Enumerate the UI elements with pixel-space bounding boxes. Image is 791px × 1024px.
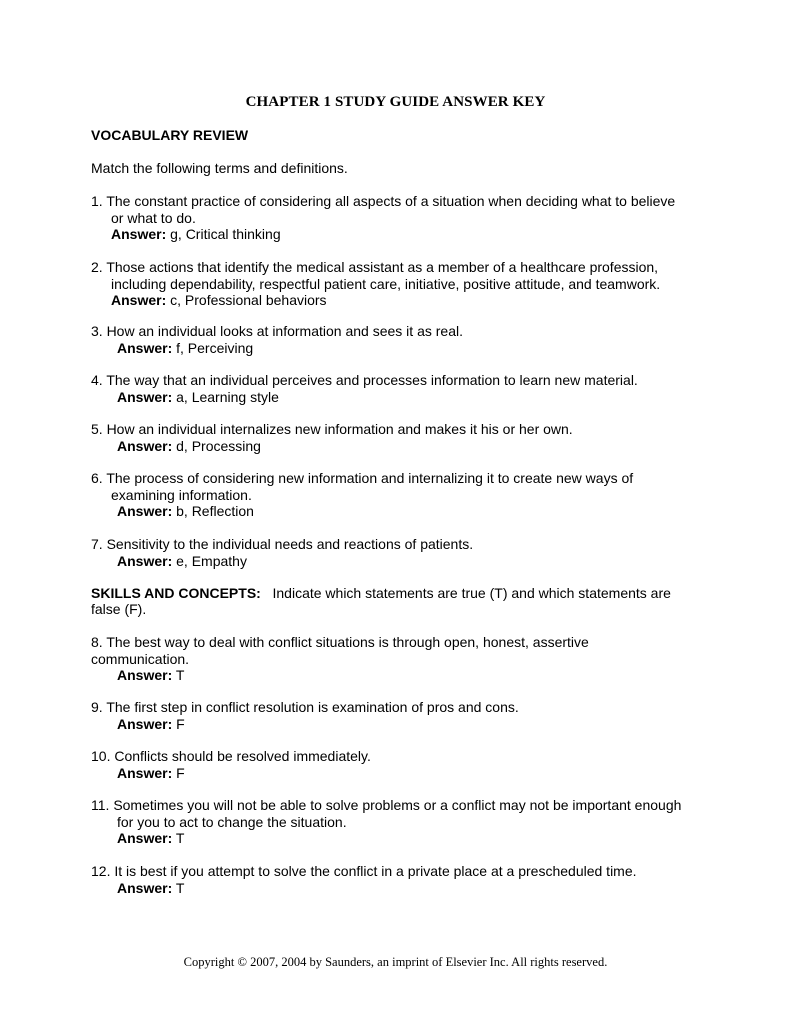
question-text: 2. Those actions that identify the medical assistant as a member of a healthcare profession, bbox=[91, 259, 659, 275]
answer-value: T bbox=[172, 879, 185, 896]
answer-label: Answer: bbox=[117, 388, 173, 405]
question-text-continued: examining information. bbox=[111, 486, 252, 503]
vocabulary-heading: VOCABULARY REVIEW bbox=[91, 127, 249, 143]
vocab-item-4 bbox=[91, 372, 701, 405]
answer bbox=[91, 389, 701, 406]
skills-heading: SKILLS AND CONCEPTS: bbox=[91, 585, 261, 601]
vocab-item-1 bbox=[91, 193, 701, 243]
answer-value: f, Perceiving bbox=[172, 339, 254, 356]
answer-label: Answer: bbox=[117, 503, 173, 519]
answer-value: F bbox=[172, 715, 185, 732]
question-text: 4. The way that an individual perceives and processes information to learn new material. bbox=[91, 372, 638, 388]
answer-value: d, Processing bbox=[172, 437, 261, 454]
answer bbox=[91, 340, 701, 357]
answer-label: Answer: bbox=[117, 830, 173, 846]
skills-item-8 bbox=[91, 634, 701, 684]
answer-value: g, Critical thinking bbox=[166, 226, 281, 242]
question-text-continued: or what to do. bbox=[111, 209, 196, 226]
question-text: 3. How an individual looks at information and sees it as real. bbox=[91, 323, 463, 339]
page-title: CHAPTER 1 STUDY GUIDE ANSWER KEY bbox=[245, 94, 546, 110]
question-text: 5. How an individual internalizes new information and makes it his or her own. bbox=[91, 421, 573, 437]
answer-value: b, Reflection bbox=[172, 503, 254, 519]
skills-item-10 bbox=[91, 748, 701, 781]
answer-label: Answer: bbox=[117, 764, 173, 781]
answer-label: Answer: bbox=[117, 552, 173, 569]
answer-value: c, Professional behaviors bbox=[166, 292, 327, 308]
answer bbox=[91, 716, 701, 733]
question-text: 9. The first step in conflict resolution is examination of pros and cons. bbox=[91, 699, 519, 715]
answer-value: T bbox=[172, 667, 185, 683]
skills-item-9 bbox=[91, 699, 701, 732]
vocab-item-5 bbox=[91, 421, 701, 454]
answer bbox=[91, 830, 701, 847]
answer-value: e, Empathy bbox=[172, 552, 247, 569]
skills-instruction-continued: false (F). bbox=[91, 601, 147, 617]
question-text: 10. Conflicts should be resolved immediately. bbox=[91, 748, 371, 764]
vocab-item-6 bbox=[91, 470, 701, 520]
vocab-item-3 bbox=[91, 323, 701, 356]
question-text-continued: including dependability, respectful patient care, initiative, positive attitude, and teamwork. bbox=[111, 275, 661, 292]
vocab-item-7 bbox=[91, 536, 701, 569]
answer-label: Answer: bbox=[117, 437, 173, 454]
answer bbox=[91, 765, 701, 782]
answer-value: F bbox=[172, 764, 185, 781]
skills-item-12 bbox=[91, 863, 701, 896]
answer-label: Answer: bbox=[111, 226, 167, 242]
answer bbox=[91, 667, 701, 684]
question-text: 7. Sensitivity to the individual needs and reactions of patients. bbox=[91, 536, 474, 552]
skills-section-intro bbox=[91, 585, 671, 602]
answer bbox=[91, 226, 701, 243]
answer bbox=[91, 438, 701, 455]
answer-value: a, Learning style bbox=[172, 388, 279, 405]
answer bbox=[91, 292, 701, 309]
answer bbox=[91, 503, 701, 520]
answer-label: Answer: bbox=[117, 339, 173, 356]
skills-instruction: Indicate which statements are true (T) and which statements are bbox=[272, 585, 671, 601]
answer-label: Answer: bbox=[111, 292, 167, 308]
question-text-continued: communication. bbox=[91, 650, 190, 667]
answer bbox=[91, 553, 701, 570]
vocabulary-instruction: Match the following terms and definitions. bbox=[91, 160, 348, 176]
skills-item-11 bbox=[91, 797, 701, 847]
answer bbox=[91, 880, 701, 897]
question-text: 6. The process of considering new information and internalizing it to create new ways of bbox=[91, 470, 634, 486]
answer-value: T bbox=[172, 830, 185, 846]
question-text-continued: for you to act to change the situation. bbox=[117, 813, 347, 830]
copyright-footer: Copyright © 2007, 2004 by Saunders, an imprint of Elsevier Inc. All rights reserved. bbox=[183, 955, 608, 969]
question-text: 12. It is best if you attempt to solve the conflict in a private place at a prescheduled time. bbox=[91, 863, 637, 879]
answer-label: Answer: bbox=[117, 667, 173, 683]
answer-label: Answer: bbox=[117, 879, 173, 896]
vocab-item-2 bbox=[91, 259, 701, 309]
question-text: 11. Sometimes you will not be able to solve problems or a conflict may not be important enough bbox=[91, 797, 682, 813]
answer-label: Answer: bbox=[117, 715, 173, 732]
question-text: 8. The best way to deal with conflict situations is through open, honest, assertive bbox=[91, 634, 589, 650]
question-text: 1. The constant practice of considering all aspects of a situation when deciding what to believe bbox=[91, 193, 676, 209]
